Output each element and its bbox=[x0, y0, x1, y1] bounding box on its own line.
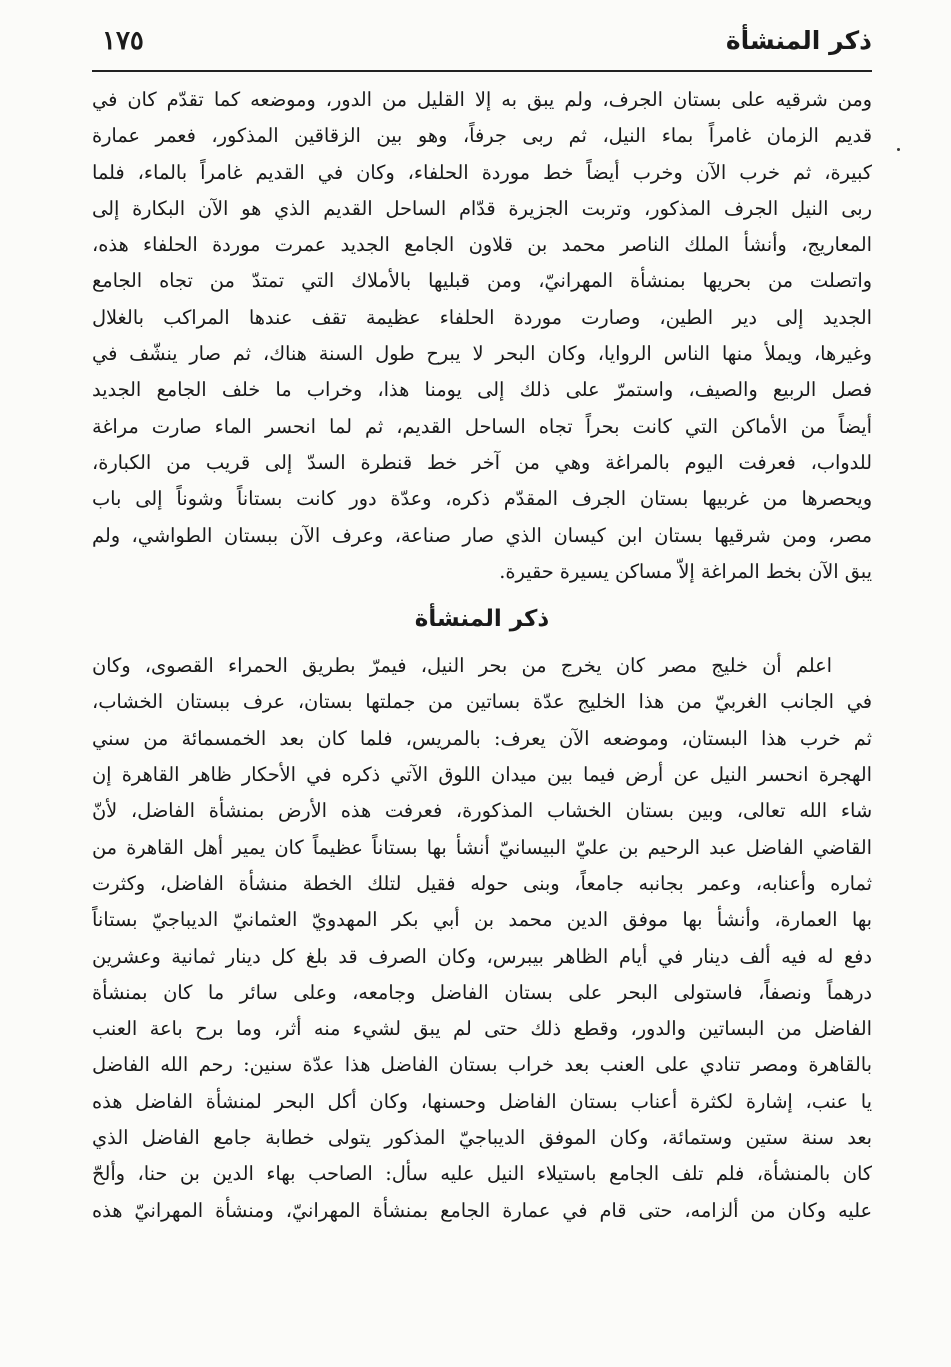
text-line: عليه وكان من ألزامه، حتى قام في عمارة الجامع بمنشأة المهرانيّ، ومنشأة المهرانيّ هذه bbox=[92, 1198, 872, 1222]
text-line: فصل الربيع والصيف، واستمرّ على ذلك إلى يومنا هذا، وخراب ما خلف الجامع الجديد bbox=[92, 378, 872, 402]
text-line: ربى النيل الجرف المذكور، وتربت الجزيرة قدّام الساحل القديم الذي هو الآن البكارة إلى bbox=[92, 196, 872, 220]
text-line: للدواب، فعرفت اليوم بالمراغة وهي من آخر خط قنطرة السدّ إلى قريب من الكبارة، bbox=[92, 450, 872, 474]
text-line: كان بالمنشأة، فلم تلف الجامع باستيلاء النيل عليه سأل: الصاحب بهاء الدين بن حنا، وألحّ bbox=[92, 1162, 872, 1186]
text-line: بها العمارة، وأنشأ بها موفق الدين محمد بن أبي بكر المهدويّ العثمانيّ الديباجيّ بستاناً bbox=[92, 908, 872, 932]
text-line: في الجانب الغربيّ من هذا الخليج عدّة بساتين من جملتها بستان، عرف ببستان الخشاب، bbox=[92, 690, 872, 714]
page-body bbox=[92, 82, 872, 1229]
text-line: المعاريج، وأنشأ الملك الناصر محمد بن قلاون الجامع الجديد عمرت موردة الحلفاء هذه، bbox=[92, 233, 872, 257]
text-line: واتصلت من بحريها بمنشأة المهرانيّ، ومن قبليها بالأملاك التي تمتدّ من تجاه الجامع bbox=[92, 269, 872, 293]
page-header bbox=[92, 22, 872, 70]
text-line: كبيرة، ثم خرب الآن وخرب أيضاً خط موردة الحلفاء، وكان في القديم غامراً بالماء، فلما bbox=[92, 160, 872, 184]
text-line: الجديد إلى دير الطين، وصارت موردة الحلفاء عظيمة تقف عندها المراكب بالغلال bbox=[92, 305, 872, 329]
section-heading: ذكر المنشأة bbox=[414, 606, 550, 633]
text-line: ثماره وأعنابه، وعمر بجانبه جامعاً، وبنى حوله فقيل لتلك الخطة منشأة الفاضل، وكثرت bbox=[92, 871, 872, 895]
text-line: بالقاهرة ومصر تنادي على العنب بعد خراب بستان الفاضل هذا عدّة سنين: رحم الله الفاضل bbox=[92, 1053, 872, 1077]
text-line: وغيرها، ويملأ منها الناس الروايا، وكان البحر لا يبرح طول السنة هناك، ثم صار ينشّف في bbox=[92, 342, 872, 366]
text-line: ومن شرقيه على بستان الجرف، ولم يبق به إلا القليل من الدور، وموضعه كما تقدّم كان في bbox=[92, 88, 872, 111]
text-line: قديم الزمان غامراً بماء النيل، ثم ربى جرفاً، وهو بين الزقاقين المذكور، فعمر عمارة bbox=[92, 124, 872, 148]
text-line: الفاضل من البساتين والدور، وقطع ذلك حتى لم يبق لشيء منه أثر، وما برح باعة العنب bbox=[92, 1017, 872, 1041]
text-line: درهماً ونصفاً، فاستولى البحر على بستان الفاضل وجامعه، وعلى سائر ما كان بمنشأة bbox=[92, 980, 872, 1004]
header-divider bbox=[92, 70, 872, 72]
running-head-title: ذكر المنشأة bbox=[725, 26, 872, 55]
text-line: أيضاً من الأماكن التي كانت بحراً تجاه الساحل القديم، ثم لما انحسر الماء صارت مراغة bbox=[92, 414, 872, 438]
text-line: دفع له فيه ألف دينار في أيام الظاهر بيبرس، وكان الصرف قد بلغ كل دينار ثمانية وعشرين bbox=[92, 944, 872, 968]
text-line: بعد سنة ستين وستمائة، وكان الموفق الديباجيّ المذكور يتولى خطابة جامع الفاضل الذي bbox=[92, 1126, 872, 1150]
text-line: يا عنب، إشارة لكثرة أعناب بستان الفاضل وحسنها، وكان أكل البحر لمنشأة الفاضل هذه bbox=[92, 1089, 872, 1113]
text-line: الهجرة انحسر النيل عن أرض فيما بين ميدان اللوق الآتي ذكره في الأحكار ظاهر القاهرة إن bbox=[92, 763, 872, 787]
text-line: ثم خرب هذا البستان، وموضعه الآن يعرف: بالمريس، فلما كان بعد الخمسمائة من سني bbox=[92, 726, 872, 750]
scan-speck bbox=[897, 148, 900, 151]
text-line: مصر، ومن شرقيها بستان ابن كيسان الذي صار صناعة، وعرف الآن ببستان الطواشي، ولم bbox=[92, 523, 872, 547]
paragraph-1 bbox=[92, 82, 872, 590]
page-number: ١٧٥ bbox=[102, 26, 144, 56]
paragraph-2 bbox=[92, 648, 872, 1229]
text-line: يبق الآن بخط المراغة إلاّ مساكن يسيرة حقيرة. bbox=[499, 559, 872, 583]
text-line: شاء الله تعالى، وبين بستان الخشاب المذكورة، فعرفت هذه الأرض بمنشأة الفاضل، لأنّ bbox=[92, 799, 872, 823]
text-line: اعلم أن خليج مصر كان يخرج من بحر النيل، فيمرّ بطريق الحمراء القصوى، وكان bbox=[92, 654, 832, 678]
text-line: ويحصرها من غربيها بستان الجرف المقدّم ذكره، وعدّة دور كانت بستاناً وشوناً إلى باب bbox=[92, 487, 872, 511]
text-line: القاضي الفاضل عبد الرحيم بن عليّ البيسانيّ أنشأ بها بستاناً عظيماً كان يمير أهل القاهرة من bbox=[92, 835, 872, 859]
